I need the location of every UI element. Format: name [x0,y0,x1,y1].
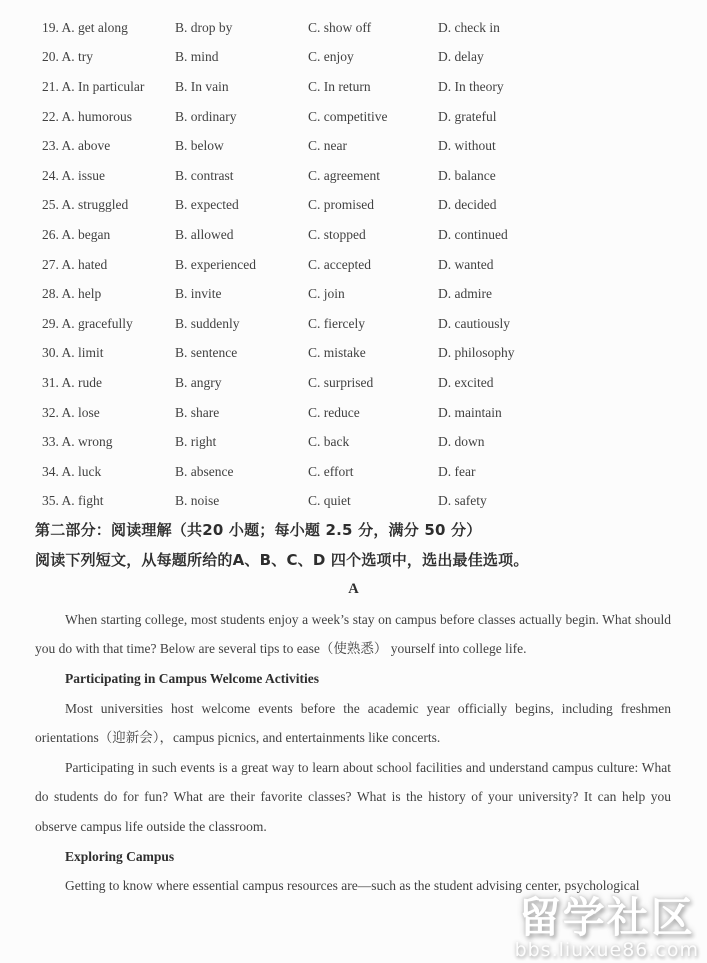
watermark-url-text: bbs.liuxue86.com [514,939,699,961]
option-cell: B. allowed [175,226,234,242]
option-cell: C. quiet [308,493,351,509]
passage-heading-welcome: Participating in Campus Welcome Activities [65,671,319,687]
option-cell: D. safety [438,493,487,509]
question-row-31 [42,368,707,398]
watermark-logo-text: 留学社区 [518,893,695,942]
option-cell: B. noise [175,493,220,509]
option-cell: D. admire [438,286,492,302]
option-cell: C. reduce [308,404,360,420]
option-cell: 29. A. gracefully [42,315,133,331]
question-row-25 [42,191,707,221]
option-cell: D. delay [438,49,484,65]
question-row-32 [42,398,707,428]
option-cell: 28. A. help [42,286,102,302]
question-row-21 [42,72,707,102]
option-cell: D. decided [438,197,497,213]
question-row-22 [42,102,707,132]
option-cell: C. agreement [308,167,380,183]
passage-label: A [348,581,359,598]
option-cell: C. surprised [308,374,374,390]
section-header: 第二部分：阅读理解（共20 小题；每小题 2.5 分，满分 50 分） [35,521,482,540]
option-cell: 20. A. try [42,49,94,65]
option-cell: D. fear [438,463,476,479]
option-cell: D. down [438,434,485,450]
option-cell: C. effort [308,463,354,479]
option-cell: D. without [438,138,496,154]
option-cell: C. In return [308,78,371,94]
option-cell: B. mind [175,49,219,65]
option-cell: B. contrast [175,167,234,183]
option-cell: D. check in [438,19,500,35]
question-row-24 [42,161,707,191]
option-cell: D. excited [438,374,494,390]
question-row-19 [42,13,707,43]
option-cell: D. wanted [438,256,494,272]
option-cell: 22. A. humorous [42,108,133,124]
option-cell: C. near [308,138,347,154]
option-cell: 32. A. lose [42,404,100,420]
option-cell: B. right [175,434,217,450]
section-instruction: 阅读下列短文，从每题所给的A、B、C、D 四个选项中，选出最佳选项。 [35,550,529,569]
option-cell: B. In vain [175,78,229,94]
option-cell: C. accepted [308,256,371,272]
option-cell: 33. A. wrong [42,434,113,450]
option-cell: 34. A. luck [42,463,102,479]
option-cell: B. experienced [175,256,256,272]
option-cell: 30. A. limit [42,345,104,361]
option-cell: D. maintain [438,404,502,420]
option-cell: B. drop by [175,19,233,35]
passage-paragraph-events: Most universities host welcome events before the academic year officially begins, including freshmen orientations（迎新会），campus picnics, and entertainments like concerts. [35,700,671,746]
option-cell: B. absence [175,463,234,479]
question-row-35 [42,487,707,517]
option-cell: 21. A. In particular [42,78,145,94]
passage-heading-exploring: Exploring Campus [65,848,175,864]
option-cell: D. grateful [438,108,497,124]
option-cell: C. show off [308,19,372,35]
option-cell: C. mistake [308,345,366,361]
question-row-20 [42,43,707,73]
option-cell: B. angry [175,374,222,390]
option-cell: C. competitive [308,108,388,124]
option-cell: B. suddenly [175,315,240,331]
option-cell: C. promised [308,197,374,213]
question-row-26 [42,220,707,250]
option-cell: 24. A. issue [42,167,106,183]
option-cell: C. back [308,434,350,450]
question-row-30 [42,339,707,369]
option-cell: B. ordinary [175,108,237,124]
question-row-28 [42,279,707,309]
passage-paragraph-intro: When starting college, most students enjoy a week’s stay on campus before classes actually begin. What should you do with that time? Below are several tips to ease（使熟悉） yourself into college life. [35,611,671,657]
passage-paragraph-benefits: Participating in such events is a great way to learn about school facilities and understand campus culture: What do students do for fun? What are their favorite classes? What is the history of your university? It can help you observe campus life outside the classroom. [35,759,671,835]
question-row-33 [42,427,707,457]
option-cell: B. below [175,138,224,154]
option-cell: 31. A. rude [42,374,102,390]
option-cell: C. stopped [308,226,366,242]
option-cell: 25. A. struggled [42,197,129,213]
option-cell: 19. A. get along [42,19,128,35]
question-row-27 [42,250,707,280]
option-cell: B. invite [175,286,222,302]
option-cell: 35. A. fight [42,493,104,509]
watermark [514,893,699,961]
option-cell: 23. A. above [42,138,111,154]
option-cell: C. join [308,286,345,302]
option-cell: C. fiercely [308,315,365,331]
option-cell: B. sentence [175,345,238,361]
option-cell: 27. A. hated [42,256,108,272]
option-cell: D. In theory [438,78,504,94]
option-cell: D. balance [438,167,496,183]
option-cell: C. enjoy [308,49,354,65]
option-cell: D. continued [438,226,508,242]
option-cell: B. share [175,404,220,420]
question-row-34 [42,457,707,487]
option-cell: B. expected [175,197,239,213]
passage-paragraph-resources: Getting to know where essential campus resources are—such as the student advising center, psychological [65,878,640,894]
option-cell: 26. A. began [42,226,111,242]
question-row-29 [42,309,707,339]
option-cell: D. philosophy [438,345,515,361]
option-cell: D. cautiously [438,315,510,331]
question-row-23 [42,131,707,161]
